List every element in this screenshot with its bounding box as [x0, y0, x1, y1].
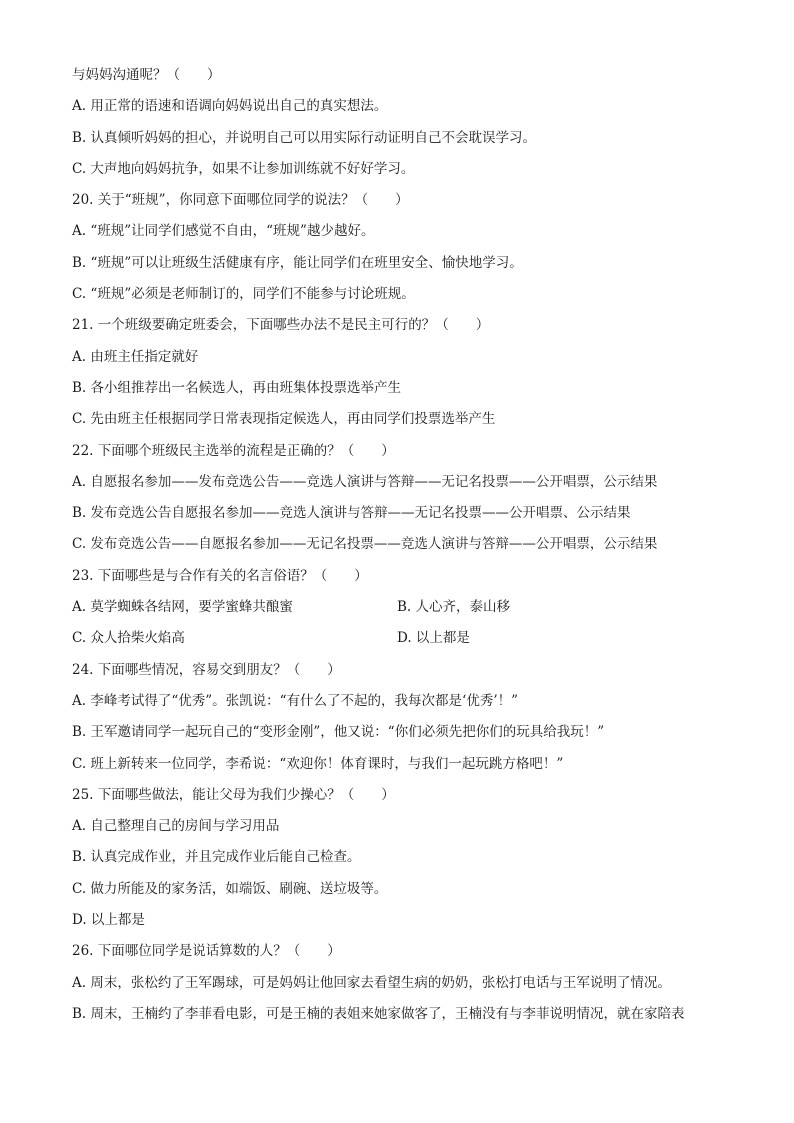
question-22: 22. 下面哪个班级民主选举的流程是正确的？（ ）: [72, 442, 395, 459]
option-b: B. 发布竞选公告自愿报名参加——竞选人演讲与答辩——无记名投票——公开唱票、公示结果: [72, 505, 631, 522]
option-c: C. 班上新转来一位同学，李希说：“欢迎你！体育课时，与我们一起玩跳方格吧！”: [72, 755, 564, 772]
option-c: C. 先由班主任根据同学日常表现指定候选人，再由同学们投票选举产生: [72, 411, 496, 428]
option-c: C. 做力所能及的家务活，如端饭、刷碗、送垃圾等。: [72, 880, 388, 897]
question-25: 25. 下面哪些做法，能让父母为我们少操心？（ ）: [72, 786, 395, 803]
text-line: 与妈妈沟通呢？（ ）: [72, 67, 221, 83]
option-a: A. 自愿报名参加——发布竞选公告——竞选人演讲与答辩——无记名投票——公开唱票，公示结果: [72, 473, 658, 490]
question-23: 23. 下面哪些是与合作有关的名言俗语？（ ）: [72, 567, 368, 584]
option-a: A. 李峰考试得了“优秀”。张凯说：“有什么了不起的，我每次都是‘优秀’！”: [72, 692, 519, 709]
option-b: B. 认真倾听妈妈的担心，并说明自己可以用实际行动证明自己不会耽误学习。: [72, 129, 537, 146]
options-row-2: [72, 627, 722, 658]
option-c: C. “班规”必须是老师制订的，同学们不能参与讨论班规。: [72, 286, 415, 303]
question-20: 20. 关于“班规”，你同意下面哪位同学的说法？（ ）: [72, 192, 409, 209]
document-page: [72, 64, 722, 1034]
option-b: B. 周末，王楠约了李菲看电影，可是王楠的表姐来她家做客了，王楠没有与李菲说明情况，就在家陪表: [72, 1005, 685, 1022]
option-b: B. 各小组推荐出一名候选人，再由班集体投票选举产生: [72, 379, 402, 396]
option-c: C. 众人拾柴火焰高: [72, 630, 185, 647]
option-a: A. “班规”让同学们感觉不自由，“班规”越少越好。: [72, 223, 375, 240]
option-c: C. 发布竞选公告——自愿报名参加——无记名投票——竞选人演讲与答辩——公开唱票，公示结果: [72, 536, 658, 553]
option-c: C. 大声地向妈妈抗争，如果不让参加训练就不好好学习。: [72, 160, 415, 177]
option-d: D. 以上都是: [72, 912, 145, 929]
question-24: 24. 下面哪些情况，容易交到朋友？（ ）: [72, 661, 341, 678]
option-a: A. 莫学蜘蛛各结网，要学蜜蜂共酿蜜: [72, 599, 293, 616]
option-a: A. 用正常的语速和语调向妈妈说出自己的真实想法。: [72, 98, 388, 115]
option-a: A. 周末，张松约了王军踢球，可是妈妈让他回家去看望生病的奶奶，张松打电话与王军说明了情况。: [72, 974, 671, 991]
option-b: B. 人心齐，泰山移: [397, 599, 511, 616]
option-a: A. 由班主任指定就好: [72, 348, 199, 365]
option-d: D. 以上都是: [397, 630, 470, 647]
option-b: B. 王军邀请同学一起玩自己的“变形金刚”，他又说：“你们必须先把你们的玩具给我玩！”: [72, 724, 605, 741]
options-row-1: [72, 596, 722, 627]
option-b: B. “班规”可以让班级生活健康有序，能让同学们在班里安全、愉快地学习。: [72, 254, 523, 271]
question-21: 21. 一个班级要确定班委会，下面哪些办法不是民主可行的？（ ）: [72, 317, 490, 334]
option-a: A. 自己整理自己的房间与学习用品: [72, 818, 280, 835]
question-26: 26. 下面哪位同学是说话算数的人？（ ）: [72, 943, 341, 960]
option-b: B. 认真完成作业，并且完成作业后能自己检查。: [72, 849, 361, 866]
